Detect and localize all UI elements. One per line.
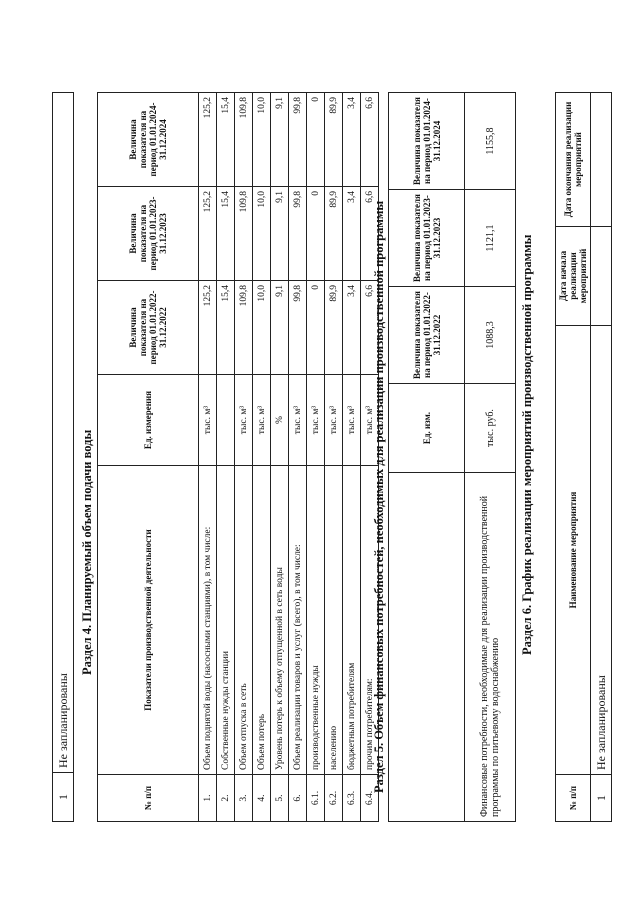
header-2023: Величина показателя на период 01.01.2023-31.12.2023	[389, 190, 465, 287]
cell-unit: тыс. м³	[307, 375, 325, 466]
cell-2022: 89,9	[325, 281, 343, 375]
cell-unit: тыс. м³	[343, 375, 361, 466]
cell-event: Не запланированы	[591, 326, 612, 775]
section6-title: Раздел 6. График реализации мероприятий производственной программы	[520, 234, 534, 655]
header-2023: Величина показателя на период 01.01.2023-31.12.2023	[98, 187, 199, 281]
top-fragment-table	[52, 92, 74, 822]
cell-2024: 9,1	[271, 93, 289, 187]
table-row	[235, 93, 253, 822]
cell-2023: 10,0	[253, 187, 271, 281]
cell-2024: 125,2	[199, 93, 217, 187]
section5-title: Раздел 5. Объем финансовых потребностей, необходимых для реализации производственной программы	[372, 200, 386, 793]
header-2022: Величина показателя на период 01.01.2022-31.12.2022	[389, 287, 465, 384]
section4-table	[97, 92, 379, 822]
cell-2023: 125,2	[199, 187, 217, 281]
cell-2022: 109,8	[235, 281, 253, 375]
cell-num: 5.	[271, 775, 289, 822]
cell-indicator: Объем отпуска в сеть	[235, 466, 253, 775]
cell-2023: 0	[307, 187, 325, 281]
table-header-row	[389, 93, 465, 822]
table-row	[343, 93, 361, 822]
header-unit: Ед. изм.	[389, 384, 465, 473]
section5-table	[388, 92, 516, 822]
cell-description: Финансовые потребности, необходимые для реализации производственной программы по питьевому водоснабжению	[465, 473, 516, 822]
table-row	[199, 93, 217, 822]
cell-2022: 9,1	[271, 281, 289, 375]
cell-2023: 89,9	[325, 187, 343, 281]
cell-num: 6.3.	[343, 775, 361, 822]
cell-unit: тыс. м³	[253, 375, 271, 466]
cell-num: 3.	[235, 775, 253, 822]
cell-2024: 3,4	[343, 93, 361, 187]
cell-2023: 3,4	[343, 187, 361, 281]
cell-indicator: Собственные нужды станции	[217, 466, 235, 775]
cell-indicator: производственные нужды	[307, 466, 325, 775]
cell-2024: 109,8	[235, 93, 253, 187]
section4-body	[199, 93, 379, 822]
header-indicator: Показатели производственной деятельности	[98, 466, 199, 775]
cell-2022: 99,8	[289, 281, 307, 375]
cell-2024: 1155,8	[465, 93, 516, 190]
table-row	[325, 93, 343, 822]
cell-2023: 99,8	[289, 187, 307, 281]
cell-2023: 9,1	[271, 187, 289, 281]
cell-num: 6.	[289, 775, 307, 822]
cell-2024: 99,8	[289, 93, 307, 187]
cell-num: 1	[591, 775, 612, 822]
cell-unit: тыс. м³	[235, 375, 253, 466]
table-row	[253, 93, 271, 822]
cell-num: 2.	[217, 775, 235, 822]
cell-num: 6.2.	[325, 775, 343, 822]
cell-unit	[217, 375, 235, 466]
cell-indicator: Объем потерь	[253, 466, 271, 775]
header-start: Дата начала реализации мероприятий	[556, 227, 591, 326]
cell-2024: 10,0	[253, 93, 271, 187]
header-unit: Ед. измерения	[98, 375, 199, 466]
cell-indicator: Объем поднятой воды (насосными станциями), в том числе:	[199, 466, 217, 775]
cell-unit: %	[271, 375, 289, 466]
table-header-row	[556, 93, 591, 822]
cell-2022: 3,4	[343, 281, 361, 375]
header-num: № п/п	[556, 775, 591, 822]
cell-2022: 0	[307, 281, 325, 375]
section4-title: Раздел 4. Планируемый объем подачи воды	[80, 429, 94, 675]
cell-2023: 109,8	[235, 187, 253, 281]
cell-2023: 1121,1	[465, 190, 516, 287]
cell-2022: 6,6	[361, 281, 379, 375]
table-header-row	[98, 93, 199, 822]
cell-indicator: Объем реализации товаров и услуг (всего), в том числе:	[289, 466, 307, 775]
row-text: Не запланированы	[53, 93, 74, 773]
header-2024: Величина показателя на период 01.01.2024-31.12.2024	[389, 93, 465, 190]
cell-2024: 89,9	[325, 93, 343, 187]
table-row	[53, 93, 74, 822]
cell-num: 6.1.	[307, 775, 325, 822]
cell-unit: тыс. м³	[199, 375, 217, 466]
table-row	[465, 93, 516, 822]
table-row	[217, 93, 235, 822]
cell-2024: 6,6	[361, 93, 379, 187]
cell-2022: 1088,3	[465, 287, 516, 384]
cell-indicator: прочим потребителям:	[361, 466, 379, 775]
cell-unit: тыс. м³	[289, 375, 307, 466]
cell-2024: 0	[307, 93, 325, 187]
header-2022: Величина показателя на период 01.01.2022-31.12.2022	[98, 281, 199, 375]
cell-indicator: бюджетным потребителям	[343, 466, 361, 775]
table-row	[271, 93, 289, 822]
cell-num: 6.4.	[361, 775, 379, 822]
cell-2022: 125,2	[199, 281, 217, 375]
cell-unit: тыс. м³	[325, 375, 343, 466]
cell-2022: 10,0	[253, 281, 271, 375]
cell-unit: тыс. м³	[361, 375, 379, 466]
row-number: 1	[53, 773, 74, 822]
cell-indicator: населению	[325, 466, 343, 775]
cell-2024: 15,4	[217, 93, 235, 187]
cell-2023: 15,4	[217, 187, 235, 281]
section6-table	[555, 92, 612, 822]
table-row	[591, 93, 612, 822]
header-2024: Величина показателя на период 01.01.2024-31.12.2024	[98, 93, 199, 187]
cell-unit: тыс. руб.	[465, 384, 516, 473]
cell-2022: 15,4	[217, 281, 235, 375]
header-event: Наименование мероприятия	[556, 326, 591, 775]
header-end: Дата окончания реализации мероприятий	[556, 93, 591, 227]
table-row	[289, 93, 307, 822]
header-num: № п/п	[98, 775, 199, 822]
cell-num: 1.	[199, 775, 217, 822]
cell-num: 4.	[253, 775, 271, 822]
cell-start	[591, 227, 612, 326]
cell-2023: 6,6	[361, 187, 379, 281]
header-blank	[389, 473, 465, 822]
cell-indicator: Уровень потерь к объему отпущенной в сеть воды	[271, 466, 289, 775]
table-row	[307, 93, 325, 822]
cell-end	[591, 93, 612, 227]
